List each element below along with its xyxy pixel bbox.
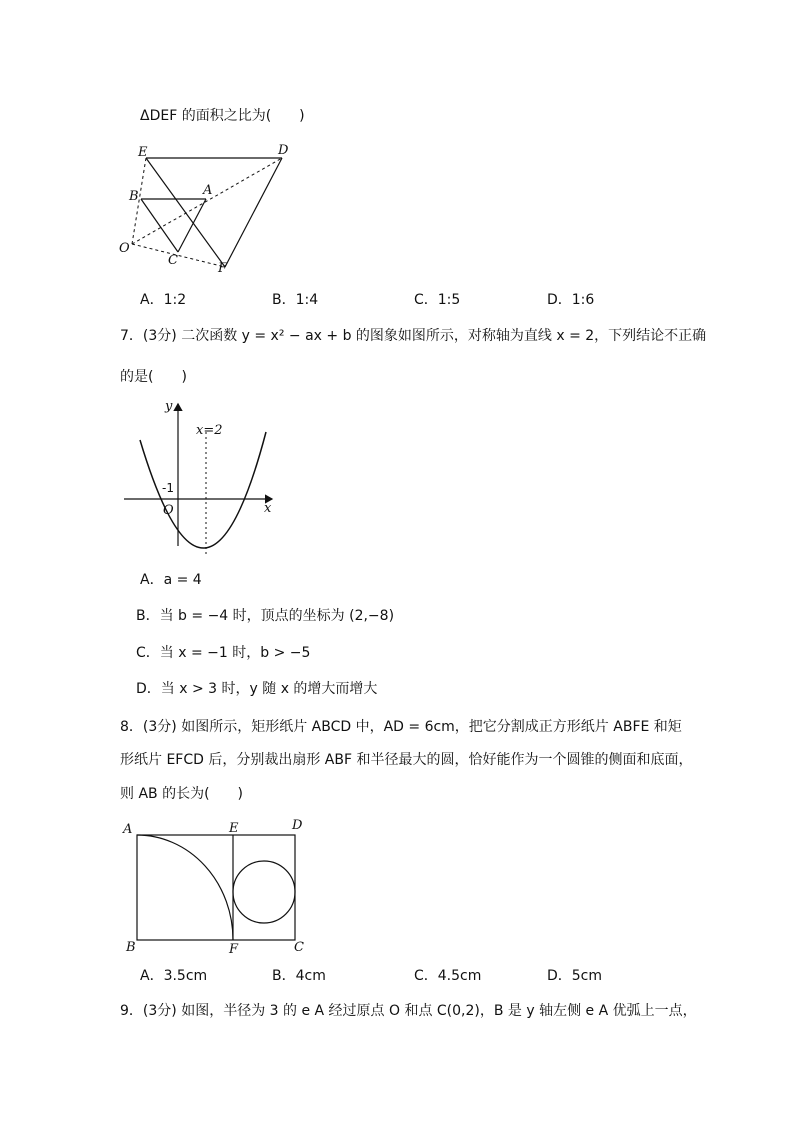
sector-arc-ABF [137,835,233,940]
edge-BC [141,199,178,252]
label-D: D [292,818,303,833]
q8-stem-line3: 则 AB 的长为( ) [120,786,244,802]
symmetry-axis-label: x=2 [196,423,223,438]
q7-option-d: D．当 x > 3 时，y 随 x 的增大而增大 [136,681,378,697]
q6-option-c: C．1:5 [414,292,461,308]
label-B: B [126,940,136,955]
q9-stem-line1: 9．(3分) 如图，半径为 3 的 e A 经过原点 O 和点 C(0,2)，B 是 y 轴左侧 e A 优弧上一点， [120,1003,697,1019]
q7-option-b: B．当 b = −4 时，顶点的坐标为 (2,−8) [136,608,395,624]
q6-option-b: B．1:4 [272,292,319,308]
label-F: F [218,261,228,276]
q8-stem-line1: 8．(3分) 如图所示，矩形纸片 ABCD 中，AD = 6cm，把它分割成正方形纸片 ABFE 和矩 [120,719,682,735]
label-F: F [229,942,239,957]
q8-option-a: A．3.5cm [140,968,208,984]
q7-stem-line2: 的是( ) [120,369,187,385]
q8-stem-line2: 形纸片 EFCD 后，分别裁出扇形 ABF 和半径最大的圆，恰好能作为一个圆锥的侧面和底面， [120,752,693,768]
q6-figure [110,140,310,280]
q6-option-a: A．1:2 [140,292,187,308]
label-E: E [229,821,239,836]
label-C: C [168,253,178,268]
q8-option-d: D．5cm [547,968,603,984]
q6-option-d: D．1:6 [547,292,595,308]
label-A: A [203,183,213,198]
label-O: O [119,241,130,256]
label-B: B [129,189,139,204]
label-origin: O [163,503,174,518]
label-D: D [278,143,289,158]
label-neg1: -1 [162,481,174,495]
axis-label-y: y [165,399,173,414]
q7-option-c: C．当 x = −1 时，b > −5 [136,645,311,661]
q7-stem-line1: 7．(3分) 二次函数 y = x² − ax + b 的图象如图所示，对称轴为直线 x = 2，下列结论不正确 [120,328,707,344]
label-E: E [138,145,148,160]
label-A: A [123,822,133,837]
q7-option-a: A．a = 4 [140,572,202,588]
label-C: C [294,940,304,955]
q6-stem-tail: ΔDEF 的面积之比为( ) [140,108,305,124]
q8-option-b: B．4cm [272,968,326,984]
axis-label-x: x [264,501,272,516]
q8-option-c: C．4.5cm [414,968,482,984]
q7-parabola-figure [110,396,290,566]
rect-ABCD [137,835,295,940]
q8-rectangle-figure [115,815,315,960]
inscribed-circle [233,861,295,923]
